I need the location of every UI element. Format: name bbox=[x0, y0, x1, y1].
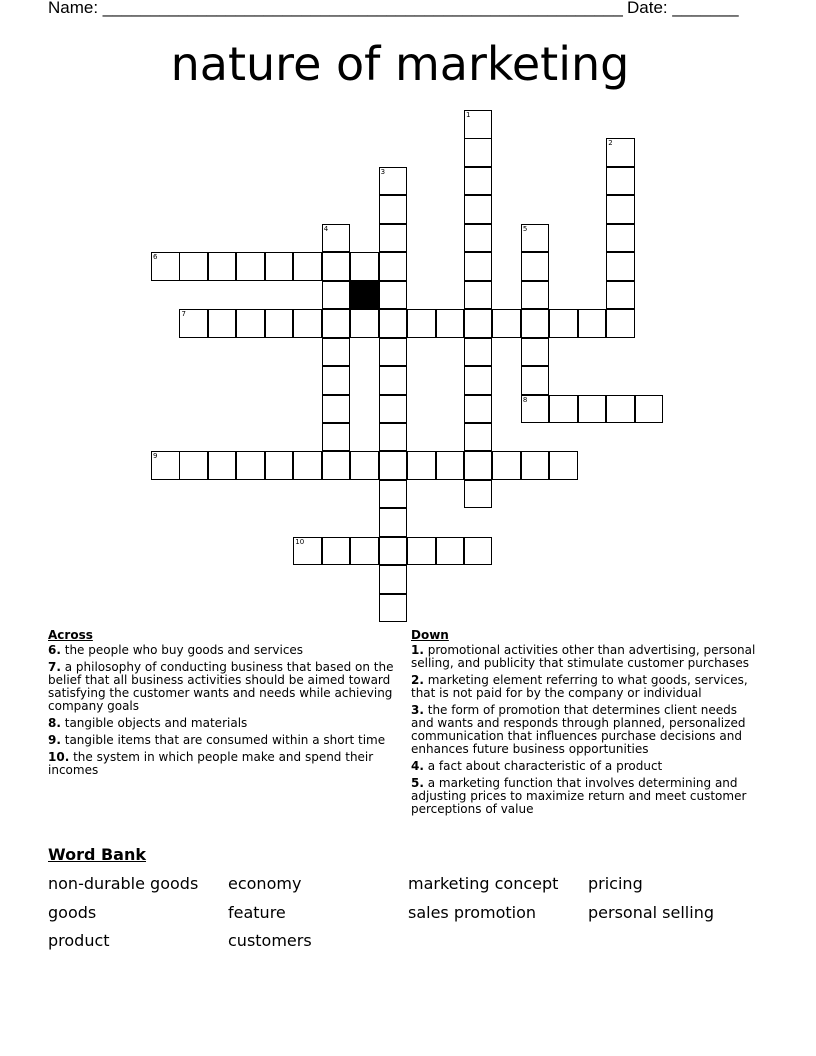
grid-cell[interactable] bbox=[464, 224, 493, 253]
grid-cell[interactable] bbox=[322, 252, 351, 281]
date-field-label: Date: _______ bbox=[627, 0, 739, 17]
grid-cell[interactable] bbox=[379, 480, 408, 509]
clue-number: 2 bbox=[608, 139, 613, 148]
grid-cell[interactable] bbox=[322, 366, 351, 395]
grid-cell[interactable] bbox=[407, 451, 436, 480]
clue-num: 9. bbox=[48, 733, 61, 747]
word-bank-word: economy bbox=[228, 874, 302, 893]
grid-cell[interactable] bbox=[492, 451, 521, 480]
grid-cell[interactable] bbox=[436, 537, 465, 566]
clue-text: the form of promotion that determines client needs and wants and responds through planned, personalized communication that influences purchase decisions and enhances future business opportunities bbox=[411, 703, 746, 756]
grid-cell[interactable] bbox=[407, 309, 436, 338]
grid-cell[interactable] bbox=[521, 281, 550, 310]
black-square bbox=[350, 281, 379, 310]
grid-cell[interactable] bbox=[521, 224, 550, 253]
grid-cell[interactable] bbox=[464, 537, 493, 566]
grid-cell[interactable] bbox=[379, 594, 408, 623]
grid-cell[interactable] bbox=[179, 309, 208, 338]
grid-cell[interactable] bbox=[322, 338, 351, 367]
clue-number: 9 bbox=[153, 452, 158, 461]
clue-number: 3 bbox=[380, 167, 386, 176]
clue-text: promotional activities other than advertising, personal selling, and publicity that stimulate customer purchases bbox=[411, 643, 756, 670]
grid-cell[interactable] bbox=[265, 309, 294, 338]
grid-cell[interactable] bbox=[436, 309, 465, 338]
grid-cell[interactable] bbox=[606, 281, 635, 310]
grid-cell[interactable] bbox=[379, 451, 408, 480]
clue-number: 5 bbox=[522, 224, 528, 233]
word-bank-word: personal selling bbox=[588, 903, 714, 922]
grid-cell[interactable] bbox=[322, 224, 351, 253]
grid-cell[interactable] bbox=[179, 252, 208, 281]
across-heading: Across bbox=[48, 628, 93, 642]
word-bank-word: non-durable goods bbox=[48, 874, 199, 893]
grid-cell[interactable] bbox=[464, 451, 493, 480]
grid-cell[interactable] bbox=[464, 138, 493, 167]
grid-cell[interactable] bbox=[236, 309, 265, 338]
grid-cell[interactable] bbox=[606, 224, 635, 253]
across-clues bbox=[48, 629, 394, 781]
grid-cell[interactable] bbox=[436, 451, 465, 480]
grid-cell[interactable] bbox=[464, 423, 493, 452]
grid-cell[interactable] bbox=[322, 423, 351, 452]
clue-text: the system in which people make and spend their incomes bbox=[48, 750, 374, 777]
grid-cell[interactable] bbox=[179, 451, 208, 480]
down-clue bbox=[411, 704, 761, 756]
grid-cell[interactable] bbox=[350, 451, 379, 480]
grid-cell[interactable] bbox=[606, 252, 635, 281]
grid-cell[interactable] bbox=[521, 309, 550, 338]
word-bank-word: product bbox=[48, 931, 110, 950]
grid-cell[interactable] bbox=[236, 451, 265, 480]
clue-text: tangible items that are consumed within a short time bbox=[60, 733, 386, 747]
down-clues bbox=[411, 629, 761, 820]
down-clue bbox=[411, 777, 761, 816]
grid-cell[interactable] bbox=[464, 480, 493, 509]
clue-text: a marketing function that involves determining and adjusting prices to maximize return and meet customer perceptions of value bbox=[411, 776, 747, 816]
grid-cell[interactable] bbox=[322, 395, 351, 424]
clue-number: 1 bbox=[465, 111, 471, 119]
name-field-label: Name: _______________________________________________________ bbox=[48, 0, 623, 17]
grid-cell[interactable] bbox=[293, 252, 322, 281]
grid-cell[interactable] bbox=[521, 252, 550, 281]
grid-cell[interactable] bbox=[151, 252, 180, 281]
word-bank-word: marketing concept bbox=[408, 874, 559, 893]
word-bank-word: customers bbox=[228, 931, 312, 950]
grid-cell[interactable] bbox=[464, 395, 493, 424]
grid-cell[interactable] bbox=[464, 252, 493, 281]
across-clue bbox=[48, 661, 394, 713]
grid-cell[interactable] bbox=[379, 508, 408, 537]
clue-number: 8 bbox=[522, 395, 528, 404]
grid-cell[interactable] bbox=[208, 252, 237, 281]
grid-cell[interactable] bbox=[521, 451, 550, 480]
grid-cell[interactable] bbox=[293, 537, 322, 566]
grid-cell[interactable] bbox=[464, 110, 493, 139]
word-bank-word: sales promotion bbox=[408, 903, 537, 922]
down-clue bbox=[411, 760, 761, 773]
grid-cell[interactable] bbox=[407, 537, 436, 566]
clue-text: a philosophy of conducting business that based on the belief that all business activities should be aimed toward satisfying the customer wants and needs while achieving company goals bbox=[48, 660, 394, 713]
grid-cell[interactable] bbox=[379, 338, 408, 367]
clue-number: 10 bbox=[295, 537, 305, 546]
clue-num: 8. bbox=[48, 716, 61, 730]
grid-cell[interactable] bbox=[464, 338, 493, 367]
grid-cell[interactable] bbox=[350, 537, 379, 566]
grid-cell[interactable] bbox=[379, 167, 408, 196]
grid-cell[interactable] bbox=[549, 451, 578, 480]
grid-cell[interactable] bbox=[606, 195, 635, 224]
grid-cell[interactable] bbox=[208, 451, 237, 480]
clue-num: 6. bbox=[48, 643, 61, 657]
puzzle-title: nature of marketing bbox=[170, 37, 630, 91]
word-bank-word: pricing bbox=[588, 874, 643, 893]
grid-cell[interactable] bbox=[379, 252, 408, 281]
clue-text: the people who buy goods and services bbox=[60, 643, 304, 657]
clue-num: 2. bbox=[411, 673, 424, 687]
grid-cell[interactable] bbox=[635, 395, 664, 424]
clue-num: 3. bbox=[411, 703, 424, 717]
grid-cell[interactable] bbox=[265, 451, 294, 480]
down-heading: Down bbox=[411, 628, 449, 642]
grid-cell[interactable] bbox=[379, 423, 408, 452]
grid-cell[interactable] bbox=[521, 395, 550, 424]
grid-cell[interactable] bbox=[322, 451, 351, 480]
grid-cell[interactable] bbox=[379, 309, 408, 338]
grid-cell[interactable] bbox=[236, 252, 265, 281]
across-clue bbox=[48, 751, 394, 777]
grid-cell[interactable] bbox=[350, 252, 379, 281]
grid-cell[interactable] bbox=[379, 395, 408, 424]
clue-num: 10. bbox=[48, 750, 70, 764]
grid-cell[interactable] bbox=[606, 395, 635, 424]
down-clue bbox=[411, 644, 761, 670]
grid-cell[interactable] bbox=[464, 309, 493, 338]
grid-cell[interactable] bbox=[379, 366, 408, 395]
clue-text: tangible objects and materials bbox=[60, 716, 248, 730]
across-clue bbox=[48, 644, 394, 657]
clue-number: 6 bbox=[153, 253, 158, 262]
grid-cell[interactable] bbox=[379, 195, 408, 224]
clue-num: 5. bbox=[411, 776, 424, 790]
grid-cell[interactable] bbox=[578, 309, 607, 338]
grid-cell[interactable] bbox=[549, 309, 578, 338]
grid-cell[interactable] bbox=[464, 281, 493, 310]
grid-cell[interactable] bbox=[208, 309, 237, 338]
grid-cell[interactable] bbox=[492, 309, 521, 338]
grid-cell[interactable] bbox=[322, 281, 351, 310]
grid-cell[interactable] bbox=[293, 309, 322, 338]
grid-cell[interactable] bbox=[293, 451, 322, 480]
grid-cell[interactable] bbox=[464, 366, 493, 395]
grid-cell[interactable] bbox=[464, 195, 493, 224]
down-clue bbox=[411, 674, 761, 700]
grid-cell[interactable] bbox=[464, 167, 493, 196]
grid-cell[interactable] bbox=[606, 138, 635, 167]
clue-num: 1. bbox=[411, 643, 424, 657]
grid-cell[interactable] bbox=[379, 281, 408, 310]
clue-number: 7 bbox=[181, 310, 186, 319]
grid-cell[interactable] bbox=[379, 565, 408, 594]
clue-number: 4 bbox=[323, 224, 329, 233]
grid-cell[interactable] bbox=[379, 537, 408, 566]
grid-cell[interactable] bbox=[578, 395, 607, 424]
grid-cell[interactable] bbox=[606, 167, 635, 196]
grid-cell[interactable] bbox=[379, 224, 408, 253]
grid-cell[interactable] bbox=[606, 309, 635, 338]
grid-cell[interactable] bbox=[265, 252, 294, 281]
across-clue bbox=[48, 717, 394, 730]
word-bank-title: Word Bank bbox=[48, 845, 147, 864]
grid-cell[interactable] bbox=[521, 366, 550, 395]
word-bank-word: goods bbox=[48, 903, 97, 922]
clue-num: 4. bbox=[411, 759, 424, 773]
clue-text: a fact about characteristic of a product bbox=[423, 759, 663, 773]
across-clue bbox=[48, 734, 394, 747]
grid-cell[interactable] bbox=[521, 338, 550, 367]
grid-cell[interactable] bbox=[322, 309, 351, 338]
clue-num: 7. bbox=[48, 660, 61, 674]
word-bank-word: feature bbox=[228, 903, 286, 922]
grid-cell[interactable] bbox=[322, 537, 351, 566]
clue-text: marketing element referring to what goods, services, that is not paid for by the company or individual bbox=[411, 673, 748, 700]
grid-cell[interactable] bbox=[151, 451, 180, 480]
grid-cell[interactable] bbox=[549, 395, 578, 424]
grid-cell[interactable] bbox=[350, 309, 379, 338]
